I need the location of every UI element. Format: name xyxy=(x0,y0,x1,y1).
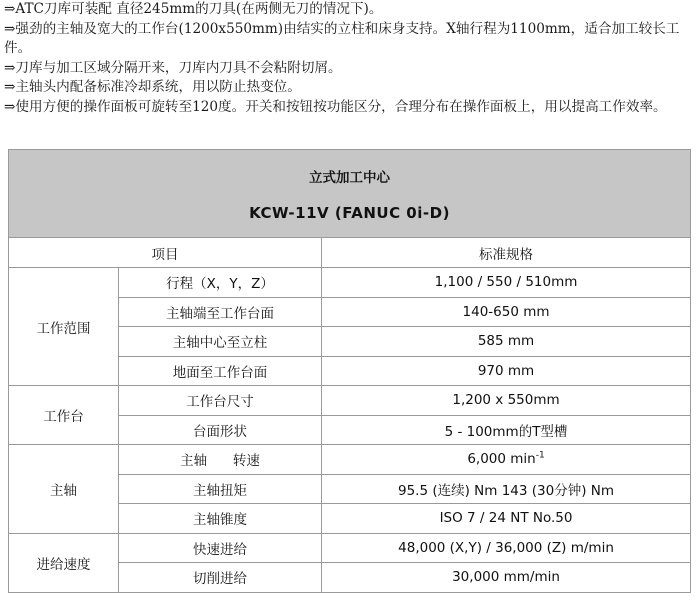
row-item: 地面至工作台面 xyxy=(119,356,322,386)
intro-text xyxy=(4,0,696,117)
group-label: 工作范围 xyxy=(9,268,119,386)
row-value: 585 mm xyxy=(322,327,691,357)
spec-title-cell xyxy=(9,150,691,238)
table-row xyxy=(9,268,691,298)
row-value: 30,000 mm/min xyxy=(322,563,691,593)
column-header-item: 项目 xyxy=(9,238,322,268)
column-header-spec: 标准规格 xyxy=(322,238,691,268)
row-item: 快速进给 xyxy=(119,533,322,563)
row-item: 主轴中心至立柱 xyxy=(119,327,322,357)
row-value-superscript: -1 xyxy=(535,450,545,461)
row-value xyxy=(322,445,691,475)
row-value: 5 - 100mm的T型槽 xyxy=(322,415,691,445)
intro-line-panel: ⇒使用方便的操作面板可旋转至120度。开关和按钮按功能区分，合理分布在操作面板上，用以提高工作效率。 xyxy=(4,98,667,115)
row-value: 1,200 x 550mm xyxy=(322,386,691,416)
spec-table xyxy=(8,149,691,593)
group-label: 进给速度 xyxy=(9,533,119,592)
row-value-text: 6,000 min xyxy=(467,451,536,468)
row-value: 95.5 (连续) Nm 143 (30分钟) Nm xyxy=(322,474,691,504)
table-row xyxy=(9,445,691,475)
group-label: 主轴 xyxy=(9,445,119,534)
spec-title-row xyxy=(9,150,691,238)
row-item: 工作台尺寸 xyxy=(119,386,322,416)
row-item: 主轴锥度 xyxy=(119,504,322,534)
row-item: 主轴端至工作台面 xyxy=(119,297,322,327)
row-item: 主轴 转速 xyxy=(119,445,322,475)
spec-title-model: KCW-11V (FANUC 0i-D) xyxy=(249,203,450,222)
row-value: 970 mm xyxy=(322,356,691,386)
spec-title-cn: 立式加工中心 xyxy=(309,169,391,186)
intro-line-magazine: ⇒刀库与加工区域分隔开来，刀库内刀具不会粘附切屑。 xyxy=(4,59,342,76)
intro-line-spindle-table: ⇒强劲的主轴及宽大的工作台(1200x550mm)由结实的立柱和床身支持。X轴行程为1100mm，适合加工较长工件。 xyxy=(4,20,680,56)
row-item: 主轴扭矩 xyxy=(119,474,322,504)
row-value: 140-650 mm xyxy=(322,297,691,327)
row-value: 1,100 / 550 / 510mm xyxy=(322,268,691,298)
group-label: 工作台 xyxy=(9,386,119,445)
table-row xyxy=(9,386,691,416)
row-item: 台面形状 xyxy=(119,415,322,445)
row-value: 48,000 (X,Y) / 36,000 (Z) m/min xyxy=(322,533,691,563)
intro-line-atc: ⇒ATC刀库可装配 直径245mm的刀具(在两侧无刀的情况下)。 xyxy=(4,1,383,17)
row-value: ISO 7 / 24 NT No.50 xyxy=(322,504,691,534)
row-item: 切削进给 xyxy=(119,563,322,593)
intro-line-cooling: ⇒主轴头内配备标准冷却系统，用以防止热变位。 xyxy=(4,79,301,95)
spec-header-row xyxy=(9,238,691,268)
table-row xyxy=(9,533,691,563)
row-item: 行程（X，Y，Z） xyxy=(119,268,322,298)
